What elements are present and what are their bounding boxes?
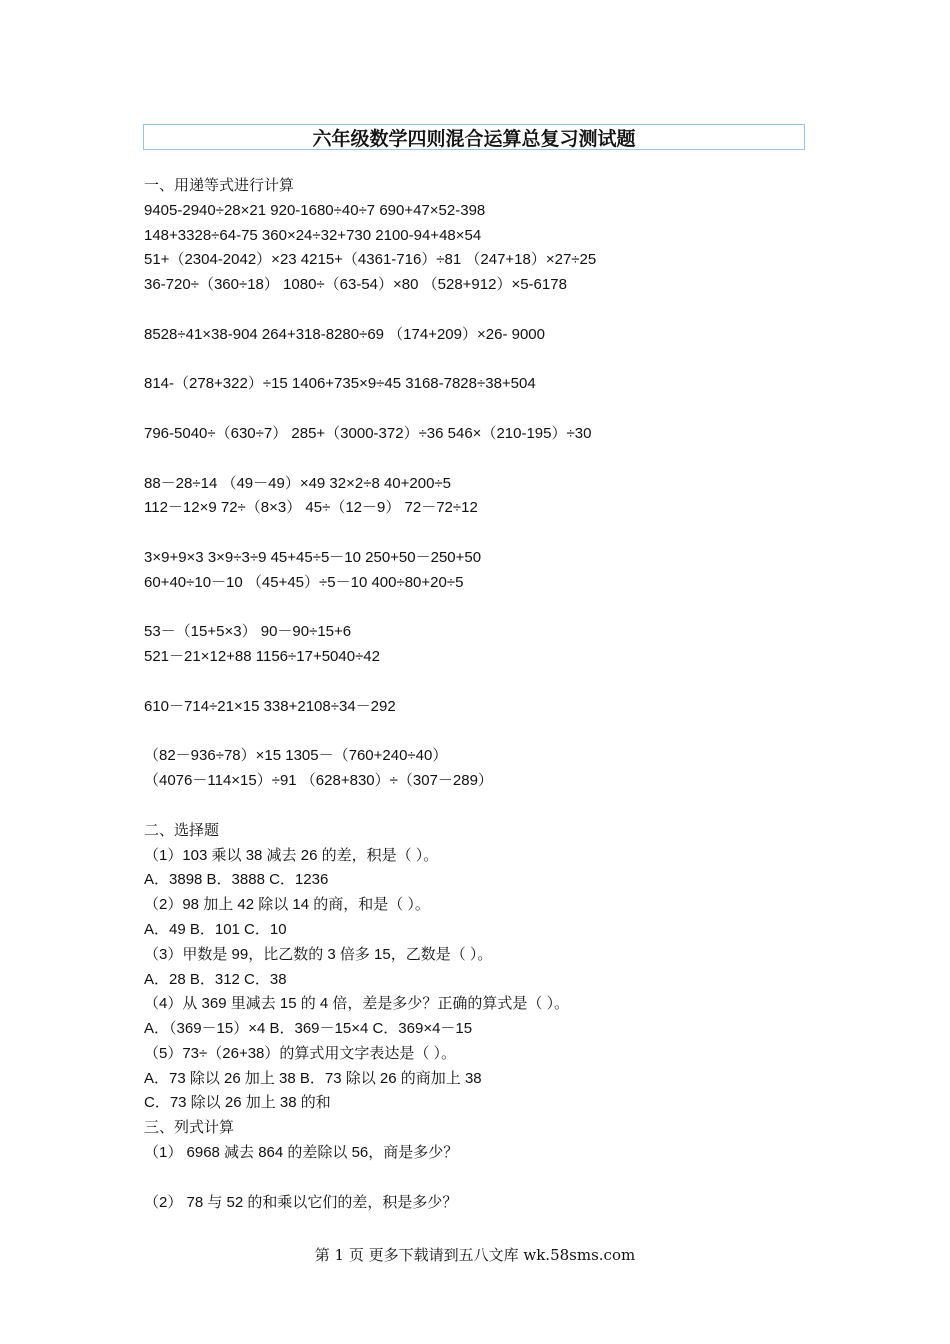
blank-line bbox=[144, 521, 824, 546]
blank-line bbox=[144, 447, 824, 472]
text-line: 三、列式计算 bbox=[144, 1119, 235, 1137]
page-footer: 第 1 页 更多下载请到五八文库 wk.58sms.com bbox=[314, 1246, 636, 1264]
document-title: 六年级数学四则混合运算总复习测试题 bbox=[143, 124, 805, 150]
text-line: 51+（2304-2042）×23 4215+（4361-716）÷81 （247+18）×27÷25 bbox=[144, 251, 597, 269]
text-line: 521－21×12+88 1156÷17+5040÷42 bbox=[144, 648, 380, 666]
blank-line bbox=[144, 596, 824, 621]
blank-line bbox=[144, 794, 824, 819]
text-line: 148+3328÷64-75 360×24÷32+730 2100-94+48×54 bbox=[144, 226, 482, 244]
text-line: 814-（278+322）÷15 1406+735×9÷45 3168-7828÷38+504 bbox=[144, 375, 536, 393]
document-body bbox=[144, 174, 824, 1215]
text-line: 88－28÷14 （49－49）×49 32×2÷8 40+200÷5 bbox=[144, 474, 452, 492]
text-line: （1） 6968 减去 864 的差除以 56，商是多少？ bbox=[144, 1144, 459, 1162]
text-line: 9405-2940÷28×21 920-1680÷40÷7 690+47×52-398 bbox=[144, 201, 486, 219]
text-line: C．73 除以 26 加上 38 的和 bbox=[144, 1094, 331, 1112]
text-line: 一、用递等式进行计算 bbox=[144, 177, 295, 194]
text-line: （3）甲数是 99，比乙数的 3 倍多 15，乙数是（ ）。 bbox=[144, 945, 493, 963]
text-line: 60+40÷10－10 （45+45）÷5－10 400÷80+20÷5 bbox=[144, 573, 464, 591]
text-line: A．73 除以 26 加上 38 B．73 除以 26 的商加上 38 bbox=[144, 1069, 482, 1087]
blank-line bbox=[144, 397, 824, 422]
text-line: （5）73÷（26+38）的算式用文字表达是（ ）。 bbox=[144, 1044, 457, 1062]
text-line: 53－（15+5×3） 90－90÷15+6 bbox=[144, 623, 352, 641]
blank-line bbox=[144, 348, 824, 373]
blank-line bbox=[144, 720, 824, 745]
text-line: 796-5040÷（630÷7） 285+（3000-372）÷36 546×（210-195）÷30 bbox=[144, 424, 592, 442]
text-line: A．28 B．312 C．38 bbox=[144, 970, 287, 988]
text-line: （2） 78 与 52 的和乘以它们的差，积是多少？ bbox=[144, 1193, 458, 1211]
text-line: 二、选择题 bbox=[144, 821, 220, 839]
text-line: 610－714÷21×15 338+2108÷34－292 bbox=[144, 697, 396, 715]
blank-line bbox=[144, 670, 824, 695]
text-line: 36-720÷（360÷18） 1080÷（63-54）×80 （528+912）×5-6178 bbox=[144, 276, 567, 294]
text-line: 3×9+9×3 3×9÷3÷9 45+45÷5－10 250+50－250+50 bbox=[144, 548, 482, 566]
text-line: 8528÷41×38-904 264+318-8280÷69 （174+209）×26- 9000 bbox=[144, 325, 545, 343]
text-line: （2）98 加上 42 除以 14 的商，和是（ ）。 bbox=[144, 896, 430, 914]
text-line: A．（369－15）×4 B．369－15×4 C．369×4－15 bbox=[144, 1020, 473, 1038]
blank-line bbox=[144, 298, 824, 323]
text-line: （82－936÷78）×15 1305－（760+240÷40） bbox=[144, 747, 448, 765]
text-line: （4076－114×15）÷91 （628+830）÷（307－289） bbox=[144, 772, 493, 790]
blank-line bbox=[144, 1166, 824, 1191]
text-line: 112－12×9 72÷（8×3） 45÷（12－9） 72－72÷12 bbox=[144, 499, 478, 517]
text-line: A．3898 B．3888 C．1236 bbox=[144, 871, 329, 889]
text-line: A．49 B．101 C．10 bbox=[144, 920, 287, 938]
text-line: （4）从 369 里减去 15 的 4 倍，差是多少？正确的算式是（ ）。 bbox=[144, 995, 570, 1013]
text-line: （1）103 乘以 38 减去 26 的差，积是（ ）。 bbox=[144, 846, 439, 864]
